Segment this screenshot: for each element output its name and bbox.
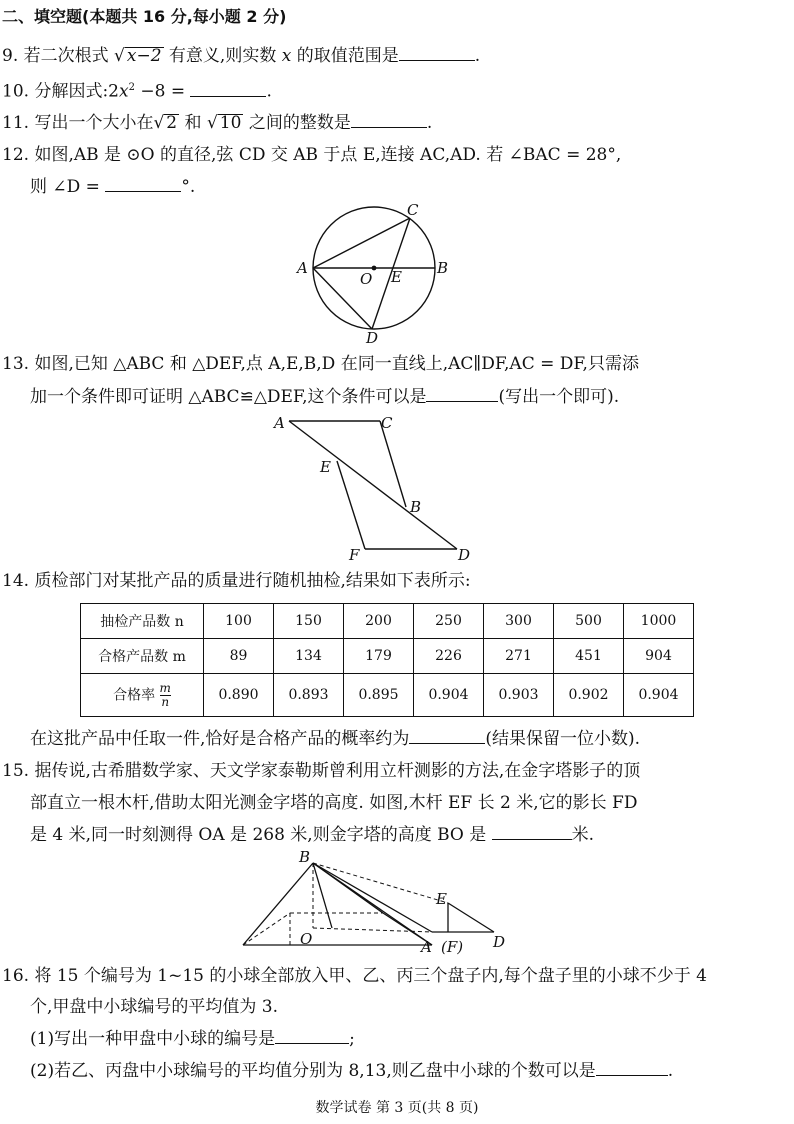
table-cell: 271 xyxy=(484,639,554,674)
label-E: E xyxy=(320,458,331,476)
answer-blank-16-1[interactable] xyxy=(275,1029,349,1044)
table-cell: 89 xyxy=(204,639,274,674)
pyramid-figure-geometry xyxy=(243,863,494,945)
label-A: A xyxy=(421,938,432,956)
q9-radicand: x−2 xyxy=(126,46,162,66)
question-15-line-1: 15. 据传说,古希腊数学家、天文学家泰勒斯曾利用立杆测影的方法,在金字塔影子的顶 xyxy=(2,761,641,781)
page-footer: 数学试卷 第 3 页(共 8 页) xyxy=(315,1100,479,1116)
table-cell: 500 xyxy=(554,604,624,639)
q16-p2-end: . xyxy=(667,1061,674,1081)
label-F: F xyxy=(349,546,360,564)
q11-radicand-1: 2 xyxy=(166,113,178,133)
label-D: D xyxy=(366,329,379,347)
q11-end: . xyxy=(426,113,433,133)
row-header-m: 合格产品数 m xyxy=(81,639,204,674)
table-cell: 0.902 xyxy=(554,674,624,717)
label-O: O xyxy=(300,930,313,948)
question-16-part-2 xyxy=(30,1060,673,1082)
q16-p1-end: ; xyxy=(349,1029,355,1049)
label-A: A xyxy=(297,259,308,277)
table-cell: 300 xyxy=(484,604,554,639)
pyramid-figure-hidden-lines xyxy=(243,863,448,945)
question-16-part-1 xyxy=(30,1028,355,1050)
q15-text-a: 是 4 米,同一时刻测得 OA 是 268 米,则金字塔的高度 BO 是 xyxy=(30,825,492,845)
table-cell: 0.895 xyxy=(344,674,414,717)
table-cell: 200 xyxy=(344,604,414,639)
q10-var: x xyxy=(118,81,129,102)
answer-blank-16-2[interactable] xyxy=(596,1061,668,1076)
sqrt-icon: √ xyxy=(206,113,218,133)
label-E: E xyxy=(436,890,447,908)
label-B: B xyxy=(410,498,422,516)
q9-text-c: 的取值范围是 xyxy=(291,46,399,66)
label-D: D xyxy=(493,933,506,951)
label-D: D xyxy=(458,546,471,564)
q11-radicand-2: 10 xyxy=(219,113,242,133)
question-14-line-1: 14. 质检部门对某批产品的质量进行随机抽检,结果如下表所示: xyxy=(2,571,471,591)
q9-var: x xyxy=(281,46,292,66)
table-cell: 250 xyxy=(414,604,484,639)
q9-text-b: 有意义,则实数 xyxy=(163,46,282,66)
q14-text-a: 在这批产品中任取一件,恰好是合格产品的概率约为 xyxy=(30,729,410,749)
rate-label: 合格率 xyxy=(113,687,156,703)
q13-text-b: (写出一个即可). xyxy=(498,387,620,407)
label-F: (F) xyxy=(441,938,464,956)
label-E: E xyxy=(391,268,402,286)
q14-text-b: (结果保留一位小数). xyxy=(485,729,641,749)
question-13-line-1: 13. 如图,已知 △ABC 和 △DEF,点 A,E,B,D 在同一直线上,AC∥DF,AC = DF,只需添 xyxy=(2,354,639,374)
label-B: B xyxy=(299,848,311,866)
question-16-line-1: 16. 将 15 个编号为 1~15 的小球全部放入甲、乙、丙三个盘子内,每个盘子里的小球不少于 4 xyxy=(2,966,708,986)
q10-text-b: −8 = xyxy=(134,81,191,102)
sqrt-icon: √ xyxy=(114,46,125,66)
label-C: C xyxy=(407,201,419,219)
section-title: 二、填空题(本题共 16 分,每小题 2 分) xyxy=(2,7,287,26)
question-12-line-1: 12. 如图,AB 是 ⊙O 的直径,弦 CD 交 AB 于点 E,连接 AC,AD. 若 ∠BAC = 28°, xyxy=(2,145,622,165)
table-cell: 100 xyxy=(204,604,274,639)
q12-text-a: 则 ∠D = xyxy=(30,177,106,197)
q11-text-a: 11. 写出一个大小在 xyxy=(2,113,154,133)
table-cell: 179 xyxy=(344,639,414,674)
table-cell: 226 xyxy=(414,639,484,674)
label-A: A xyxy=(274,414,285,432)
q10-text-a: 10. 分解因式:2 xyxy=(2,81,119,102)
question-16-line-2: 个,甲盘中小球编号的平均值为 3. xyxy=(30,997,279,1017)
q12-text-b: °. xyxy=(181,177,196,197)
row-header-n: 抽检产品数 n xyxy=(81,604,204,639)
label-O: O xyxy=(360,270,373,288)
table-cell: 0.890 xyxy=(204,674,274,717)
sqrt-icon: √ xyxy=(153,113,165,133)
q16-p1-text: (1)写出一种甲盘中小球的编号是 xyxy=(30,1029,276,1049)
q13-text-a: 加一个条件即可证明 △ABC≌△DEF,这个条件可以是 xyxy=(30,387,427,407)
q16-p2-text: (2)若乙、丙盘中小球编号的平均值分别为 8,13,则乙盘中小球的个数可以是 xyxy=(30,1061,596,1081)
table-cell: 0.903 xyxy=(484,674,554,717)
fraction-denominator: n xyxy=(161,694,170,709)
q11-text-b: 和 xyxy=(179,113,207,133)
table-cell: 0.904 xyxy=(624,674,694,717)
table-cell: 0.893 xyxy=(274,674,344,717)
label-C: C xyxy=(381,414,393,432)
label-B: B xyxy=(437,259,449,277)
table-cell: 134 xyxy=(274,639,344,674)
q9-end: . xyxy=(474,46,481,66)
q15-text-b: 米. xyxy=(571,825,595,845)
q10-exponent: 2 xyxy=(128,82,135,93)
q10-end: . xyxy=(266,81,272,102)
table-cell: 150 xyxy=(274,604,344,639)
question-15-line-2: 部直立一根木杆,借助太阳光测金字塔的高度. 如图,木杆 EF 长 2 米,它的影长 FD xyxy=(30,793,638,813)
table-cell: 1000 xyxy=(624,604,694,639)
q11-text-c: 之间的整数是 xyxy=(243,113,351,133)
table-cell: 904 xyxy=(624,639,694,674)
table-cell: 0.904 xyxy=(414,674,484,717)
q9-text-a: 9. 若二次根式 xyxy=(2,46,115,66)
fraction-numerator: m xyxy=(159,680,171,695)
table-cell: 451 xyxy=(554,639,624,674)
